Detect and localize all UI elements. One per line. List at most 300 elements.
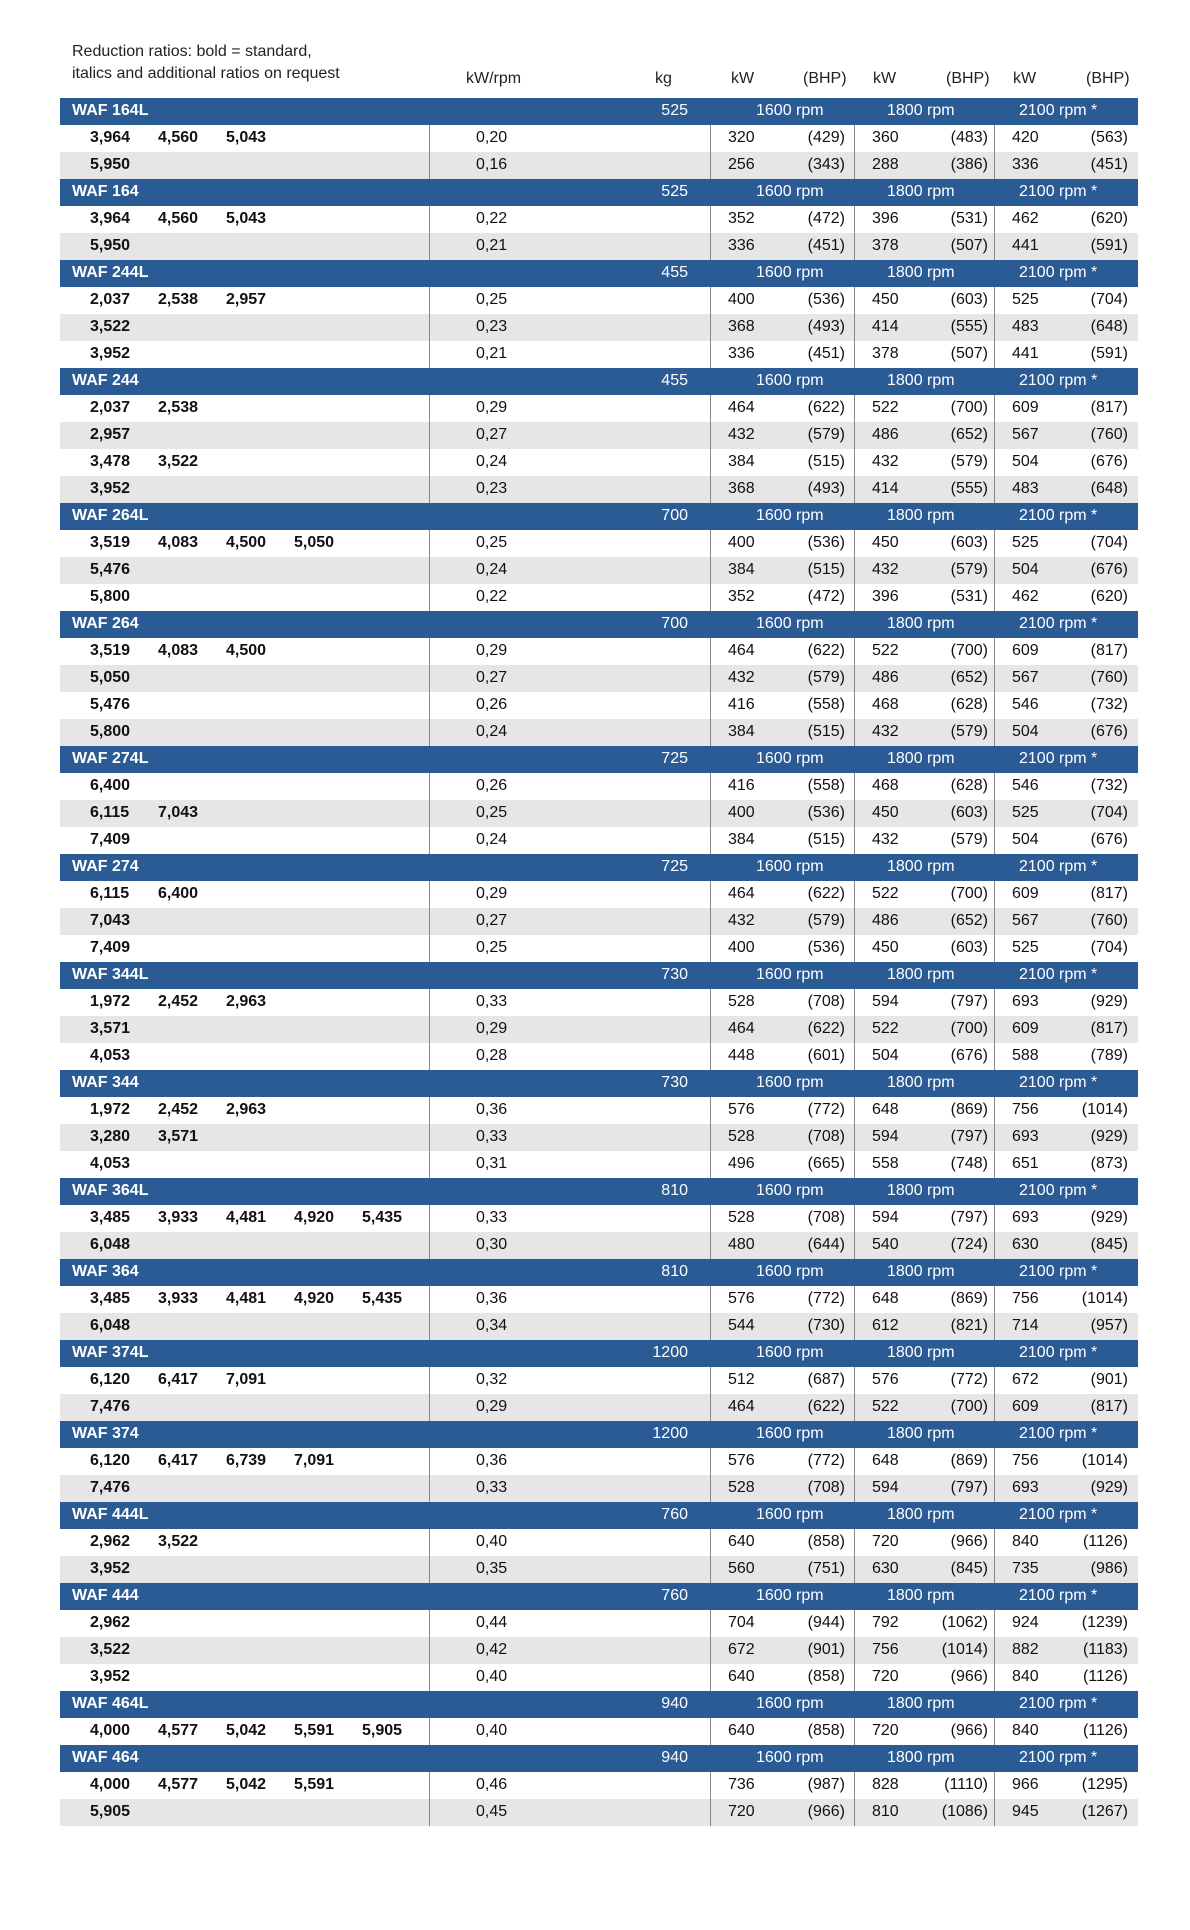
- kw-1800-value: 828: [872, 1776, 899, 1793]
- column-divider: [854, 1718, 855, 1745]
- column-divider: [710, 908, 711, 935]
- model-name: WAF 264L: [72, 507, 149, 524]
- kw-1600-value: 704: [728, 1614, 755, 1631]
- bhp-1600-value: (772): [807, 1452, 845, 1469]
- column-divider: [429, 1313, 430, 1340]
- bhp-1600-value: (429): [807, 129, 845, 146]
- reduction-ratio: 6,115: [90, 804, 130, 821]
- model-header-row: [60, 179, 1138, 206]
- table-row: [60, 1448, 1138, 1475]
- kw-2100-value: 567: [1012, 669, 1039, 686]
- column-divider: [710, 1664, 711, 1691]
- kw-1600-value: 560: [728, 1560, 755, 1577]
- rpm-label-2100: 2100 rpm *: [1019, 1695, 1098, 1712]
- bhp-2100-value: (732): [1090, 777, 1128, 794]
- column-divider: [854, 1529, 855, 1556]
- kw-per-rpm-value: 0,29: [476, 1398, 508, 1415]
- column-divider: [994, 1718, 995, 1745]
- model-name: WAF 444L: [72, 1506, 149, 1523]
- kw-per-rpm-value: 0,27: [476, 426, 508, 443]
- kw-1600-value: 384: [728, 723, 755, 740]
- column-divider: [994, 773, 995, 800]
- column-divider: [429, 989, 430, 1016]
- model-weight-kg: 810: [661, 1182, 688, 1199]
- kw-2100-value: 525: [1012, 804, 1039, 821]
- reduction-ratio: 5,800: [90, 588, 131, 605]
- column-header-row: [60, 70, 1138, 94]
- column-divider: [710, 800, 711, 827]
- reduction-ratio: 7,091: [294, 1452, 335, 1469]
- column-divider: [994, 1205, 995, 1232]
- bhp-2100-value: (676): [1090, 831, 1128, 848]
- table-row: [60, 395, 1138, 422]
- kw-1600-value: 528: [728, 1479, 755, 1496]
- column-divider: [710, 827, 711, 854]
- bhp-2100-value: (648): [1090, 480, 1128, 497]
- bhp-1600-value: (944): [807, 1614, 845, 1631]
- bhp-1600-value: (622): [807, 642, 845, 659]
- column-bhp-1600: (BHP): [803, 70, 847, 87]
- bhp-1600-value: (708): [807, 1209, 845, 1226]
- reduction-ratio: 3,522: [90, 1641, 131, 1658]
- reduction-ratio: 5,800: [90, 723, 131, 740]
- kw-2100-value: 420: [1012, 129, 1039, 146]
- table-row: [60, 557, 1138, 584]
- reduction-ratio: 3,964: [90, 129, 131, 146]
- column-divider: [994, 1097, 995, 1124]
- kw-1800-value: 594: [872, 1479, 899, 1496]
- kw-1800-value: 810: [872, 1803, 899, 1820]
- kw-1800-value: 522: [872, 885, 899, 902]
- model-header-row: [60, 1259, 1138, 1286]
- bhp-1800-value: (531): [950, 210, 988, 227]
- kw-1800-value: 522: [872, 399, 899, 416]
- bhp-1600-value: (858): [807, 1668, 845, 1685]
- reduction-ratio: 3,485: [90, 1290, 131, 1307]
- kw-2100-value: 441: [1012, 237, 1039, 254]
- kw-1600-value: 336: [728, 345, 755, 362]
- table-row: [60, 1232, 1138, 1259]
- kw-1600-value: 352: [728, 588, 755, 605]
- table-row: [60, 1637, 1138, 1664]
- kw-1800-value: 612: [872, 1317, 899, 1334]
- column-divider: [994, 530, 995, 557]
- bhp-2100-value: (901): [1090, 1371, 1128, 1388]
- reduction-ratio: 4,083: [158, 642, 199, 659]
- kw-1600-value: 464: [728, 885, 755, 902]
- column-divider: [994, 1772, 995, 1799]
- model-weight-kg: 760: [661, 1506, 688, 1523]
- reduction-ratio: 1,972: [90, 1101, 131, 1118]
- column-divider: [710, 557, 711, 584]
- bhp-1800-value: (797): [950, 1479, 988, 1496]
- column-kwrpm: kW/rpm: [466, 70, 522, 87]
- column-divider: [994, 692, 995, 719]
- table-row: [60, 800, 1138, 827]
- column-kw-1800: kW: [873, 70, 897, 87]
- model-name: WAF 164L: [72, 102, 149, 119]
- kw-1800-value: 792: [872, 1614, 899, 1631]
- column-divider: [994, 1286, 995, 1313]
- kw-1600-value: 512: [728, 1371, 755, 1388]
- rpm-label-1800: 1800 rpm: [887, 1344, 955, 1361]
- reduction-ratio: 3,952: [90, 1668, 131, 1685]
- reduction-ratio: 2,538: [158, 399, 199, 416]
- model-header-row: [60, 1178, 1138, 1205]
- reduction-ratio: 3,522: [158, 453, 199, 470]
- rpm-label-1600: 1600 rpm: [756, 1182, 824, 1199]
- rpm-label-1600: 1600 rpm: [756, 615, 824, 632]
- kw-1800-value: 504: [872, 1047, 899, 1064]
- kw-1600-value: 256: [728, 156, 755, 173]
- reduction-ratio: 3,933: [158, 1209, 199, 1226]
- column-divider: [710, 1016, 711, 1043]
- column-divider: [994, 395, 995, 422]
- table-row: [60, 1124, 1138, 1151]
- reduction-ratio: 3,522: [158, 1533, 199, 1550]
- kw-1600-value: 384: [728, 561, 755, 578]
- kw-1800-value: 630: [872, 1560, 899, 1577]
- column-divider: [429, 1610, 430, 1637]
- column-divider: [429, 1448, 430, 1475]
- reduction-ratio: 5,050: [90, 669, 131, 686]
- column-divider: [994, 422, 995, 449]
- kw-per-rpm-value: 0,40: [476, 1533, 508, 1550]
- bhp-1600-value: (493): [807, 480, 845, 497]
- rpm-label-1800: 1800 rpm: [887, 1749, 955, 1766]
- kw-1600-value: 368: [728, 480, 755, 497]
- kw-per-rpm-value: 0,26: [476, 696, 508, 713]
- kw-1800-value: 360: [872, 129, 899, 146]
- bhp-1600-value: (493): [807, 318, 845, 335]
- kw-1800-value: 486: [872, 912, 899, 929]
- rating-table: [60, 98, 1138, 1826]
- column-divider: [854, 1043, 855, 1070]
- kw-1600-value: 432: [728, 669, 755, 686]
- table-row: [60, 206, 1138, 233]
- bhp-1800-value: (628): [950, 777, 988, 794]
- column-kw-2100: kW: [1013, 70, 1037, 87]
- column-divider: [854, 584, 855, 611]
- rpm-label-1800: 1800 rpm: [887, 1074, 955, 1091]
- rpm-label-2100: 2100 rpm *: [1019, 102, 1098, 119]
- kw-1600-value: 320: [728, 129, 755, 146]
- kw-1800-value: 522: [872, 1020, 899, 1037]
- table-row: [60, 1772, 1138, 1799]
- bhp-2100-value: (817): [1090, 1398, 1128, 1415]
- bhp-1800-value: (966): [950, 1722, 988, 1739]
- column-bhp-2100: (BHP): [1086, 70, 1130, 87]
- kw-2100-value: 882: [1012, 1641, 1039, 1658]
- column-divider: [994, 638, 995, 665]
- model-name: WAF 364L: [72, 1182, 149, 1199]
- column-divider: [429, 1205, 430, 1232]
- table-row: [60, 1313, 1138, 1340]
- reduction-ratio: 4,053: [90, 1155, 131, 1172]
- bhp-2100-value: (563): [1090, 129, 1128, 146]
- kw-per-rpm-value: 0,33: [476, 1209, 508, 1226]
- column-divider: [710, 1097, 711, 1124]
- kw-1800-value: 558: [872, 1155, 899, 1172]
- kw-per-rpm-value: 0,30: [476, 1236, 508, 1253]
- kw-per-rpm-value: 0,29: [476, 1020, 508, 1037]
- reduction-ratio: 5,950: [90, 237, 131, 254]
- table-row: [60, 1718, 1138, 1745]
- rpm-label-1800: 1800 rpm: [887, 858, 955, 875]
- kw-1800-value: 594: [872, 993, 899, 1010]
- kw-1600-value: 416: [728, 696, 755, 713]
- rpm-label-1800: 1800 rpm: [887, 183, 955, 200]
- bhp-1600-value: (708): [807, 993, 845, 1010]
- bhp-1800-value: (966): [950, 1668, 988, 1685]
- kw-per-rpm-value: 0,22: [476, 588, 508, 605]
- reduction-ratio: 4,000: [90, 1776, 131, 1793]
- model-name: WAF 374L: [72, 1344, 149, 1361]
- rpm-label-2100: 2100 rpm *: [1019, 1344, 1098, 1361]
- bhp-1600-value: (472): [807, 588, 845, 605]
- rpm-label-1800: 1800 rpm: [887, 1695, 955, 1712]
- model-weight-kg: 525: [661, 102, 688, 119]
- kw-per-rpm-value: 0,33: [476, 1479, 508, 1496]
- bhp-2100-value: (789): [1090, 1047, 1128, 1064]
- bhp-1800-value: (1062): [941, 1614, 988, 1631]
- table-row: [60, 1664, 1138, 1691]
- rpm-label-1800: 1800 rpm: [887, 615, 955, 632]
- reduction-ratio: 6,048: [90, 1236, 131, 1253]
- reduction-ratio: 5,591: [294, 1776, 335, 1793]
- reduction-ratio: 4,560: [158, 210, 199, 227]
- reduction-ratio: 5,435: [362, 1209, 403, 1226]
- kw-per-rpm-value: 0,33: [476, 993, 508, 1010]
- column-divider: [994, 1016, 995, 1043]
- bhp-1800-value: (555): [950, 318, 988, 335]
- kw-1800-value: 720: [872, 1668, 899, 1685]
- column-divider: [994, 584, 995, 611]
- column-divider: [710, 881, 711, 908]
- model-weight-kg: 730: [661, 1074, 688, 1091]
- bhp-1800-value: (579): [950, 453, 988, 470]
- bhp-1800-value: (1086): [941, 1803, 988, 1820]
- kw-per-rpm-value: 0,29: [476, 885, 508, 902]
- rpm-label-2100: 2100 rpm *: [1019, 372, 1098, 389]
- column-divider: [429, 233, 430, 260]
- model-header-row: [60, 368, 1138, 395]
- rpm-label-1600: 1600 rpm: [756, 372, 824, 389]
- column-divider: [854, 1475, 855, 1502]
- column-divider: [994, 935, 995, 962]
- column-divider: [854, 1610, 855, 1637]
- rpm-label-1800: 1800 rpm: [887, 372, 955, 389]
- model-name: WAF 464L: [72, 1695, 149, 1712]
- model-header-row: [60, 98, 1138, 125]
- reduction-ratio: 4,000: [90, 1722, 131, 1739]
- bhp-1800-value: (966): [950, 1533, 988, 1550]
- rpm-label-1800: 1800 rpm: [887, 1425, 955, 1442]
- column-divider: [854, 1664, 855, 1691]
- reduction-ratio: 5,591: [294, 1722, 335, 1739]
- reduction-ratio: 2,452: [158, 1101, 199, 1118]
- bhp-1800-value: (700): [950, 399, 988, 416]
- rpm-label-1600: 1600 rpm: [756, 1074, 824, 1091]
- table-row: [60, 1016, 1138, 1043]
- reduction-ratio: 6,400: [90, 777, 131, 794]
- kw-1800-value: 450: [872, 291, 899, 308]
- kw-per-rpm-value: 0,35: [476, 1560, 508, 1577]
- kw-2100-value: 693: [1012, 1209, 1039, 1226]
- bhp-1600-value: (622): [807, 1020, 845, 1037]
- rpm-label-1600: 1600 rpm: [756, 750, 824, 767]
- bhp-2100-value: (1267): [1081, 1803, 1128, 1820]
- reduction-ratio: 5,905: [362, 1722, 403, 1739]
- column-divider: [429, 1556, 430, 1583]
- kw-2100-value: 441: [1012, 345, 1039, 362]
- kw-per-rpm-value: 0,22: [476, 210, 508, 227]
- reduction-ratio: 7,476: [90, 1479, 131, 1496]
- model-weight-kg: 940: [661, 1749, 688, 1766]
- column-divider: [854, 665, 855, 692]
- reduction-ratio: 6,120: [90, 1371, 131, 1388]
- bhp-2100-value: (704): [1090, 534, 1128, 551]
- kw-1800-value: 432: [872, 723, 899, 740]
- column-divider: [854, 341, 855, 368]
- bhp-2100-value: (845): [1090, 1236, 1128, 1253]
- kw-2100-value: 630: [1012, 1236, 1039, 1253]
- column-divider: [429, 1718, 430, 1745]
- model-weight-kg: 700: [661, 507, 688, 524]
- bhp-1800-value: (483): [950, 129, 988, 146]
- reduction-ratio: 5,435: [362, 1290, 403, 1307]
- kw-2100-value: 462: [1012, 588, 1039, 605]
- bhp-2100-value: (1239): [1081, 1614, 1128, 1631]
- table-row: [60, 584, 1138, 611]
- table-row: [60, 476, 1138, 503]
- bhp-1800-value: (603): [950, 939, 988, 956]
- reduction-ratio: 5,476: [90, 696, 131, 713]
- column-divider: [854, 800, 855, 827]
- column-divider: [854, 1394, 855, 1421]
- table-row: [60, 1367, 1138, 1394]
- reduction-ratio: 2,962: [90, 1614, 131, 1631]
- column-divider: [994, 1799, 995, 1826]
- column-divider: [710, 1286, 711, 1313]
- table-row: [60, 638, 1138, 665]
- column-divider: [854, 152, 855, 179]
- bhp-2100-value: (591): [1090, 237, 1128, 254]
- column-divider: [854, 1151, 855, 1178]
- column-divider: [994, 1124, 995, 1151]
- column-divider: [854, 1367, 855, 1394]
- table-row: [60, 935, 1138, 962]
- model-name: WAF 274: [72, 858, 139, 875]
- column-divider: [854, 1313, 855, 1340]
- model-name: WAF 264: [72, 615, 139, 632]
- bhp-1600-value: (536): [807, 534, 845, 551]
- kw-per-rpm-value: 0,36: [476, 1452, 508, 1469]
- column-divider: [429, 125, 430, 152]
- bhp-2100-value: (873): [1090, 1155, 1128, 1172]
- model-header-row: [60, 962, 1138, 989]
- column-divider: [994, 449, 995, 476]
- model-header-row: [60, 503, 1138, 530]
- rpm-label-2100: 2100 rpm *: [1019, 264, 1098, 281]
- column-divider: [994, 1664, 995, 1691]
- table-row: [60, 692, 1138, 719]
- kw-1600-value: 528: [728, 1128, 755, 1145]
- kw-per-rpm-value: 0,45: [476, 1803, 508, 1820]
- kw-2100-value: 504: [1012, 831, 1039, 848]
- kw-1800-value: 450: [872, 939, 899, 956]
- column-divider: [710, 1529, 711, 1556]
- kw-1600-value: 384: [728, 453, 755, 470]
- column-divider: [710, 1475, 711, 1502]
- model-name: WAF 244: [72, 372, 139, 389]
- column-divider: [994, 1043, 995, 1070]
- column-divider: [429, 1664, 430, 1691]
- column-divider: [994, 1610, 995, 1637]
- reduction-ratio: 4,577: [158, 1722, 199, 1739]
- kw-1600-value: 352: [728, 210, 755, 227]
- kw-1800-value: 522: [872, 1398, 899, 1415]
- model-weight-kg: 810: [661, 1263, 688, 1280]
- table-row: [60, 233, 1138, 260]
- column-divider: [429, 152, 430, 179]
- bhp-1800-value: (652): [950, 426, 988, 443]
- bhp-2100-value: (817): [1090, 642, 1128, 659]
- column-divider: [710, 1232, 711, 1259]
- bhp-1600-value: (665): [807, 1155, 845, 1172]
- column-divider: [429, 908, 430, 935]
- kw-1800-value: 432: [872, 831, 899, 848]
- column-divider: [994, 800, 995, 827]
- column-divider: [854, 1286, 855, 1313]
- column-divider: [710, 1610, 711, 1637]
- table-row: [60, 827, 1138, 854]
- column-divider: [854, 881, 855, 908]
- kw-per-rpm-value: 0,16: [476, 156, 508, 173]
- kw-per-rpm-value: 0,40: [476, 1722, 508, 1739]
- column-divider: [710, 530, 711, 557]
- bhp-1800-value: (845): [950, 1560, 988, 1577]
- column-divider: [429, 557, 430, 584]
- reduction-ratio: 3,952: [90, 345, 131, 362]
- kw-1600-value: 576: [728, 1290, 755, 1307]
- kw-1600-value: 480: [728, 1236, 755, 1253]
- model-weight-kg: 725: [661, 750, 688, 767]
- table-row: [60, 125, 1138, 152]
- kw-1600-value: 640: [728, 1668, 755, 1685]
- column-divider: [994, 1529, 995, 1556]
- table-row: [60, 1394, 1138, 1421]
- bhp-2100-value: (760): [1090, 912, 1128, 929]
- reduction-ratio: 4,481: [226, 1290, 267, 1307]
- kw-per-rpm-value: 0,24: [476, 561, 508, 578]
- rpm-label-1600: 1600 rpm: [756, 1506, 824, 1523]
- reduction-ratio: 7,043: [90, 912, 131, 929]
- bhp-1600-value: (987): [807, 1776, 845, 1793]
- column-divider: [994, 827, 995, 854]
- column-divider: [854, 773, 855, 800]
- bhp-1800-value: (628): [950, 696, 988, 713]
- table-row: [60, 1097, 1138, 1124]
- rpm-label-1600: 1600 rpm: [756, 1587, 824, 1604]
- column-divider: [994, 1556, 995, 1583]
- kw-1800-value: 468: [872, 696, 899, 713]
- kw-1600-value: 496: [728, 1155, 755, 1172]
- bhp-1600-value: (515): [807, 831, 845, 848]
- kw-2100-value: 609: [1012, 1398, 1039, 1415]
- kw-per-rpm-value: 0,25: [476, 804, 508, 821]
- reduction-ratio: 6,048: [90, 1317, 131, 1334]
